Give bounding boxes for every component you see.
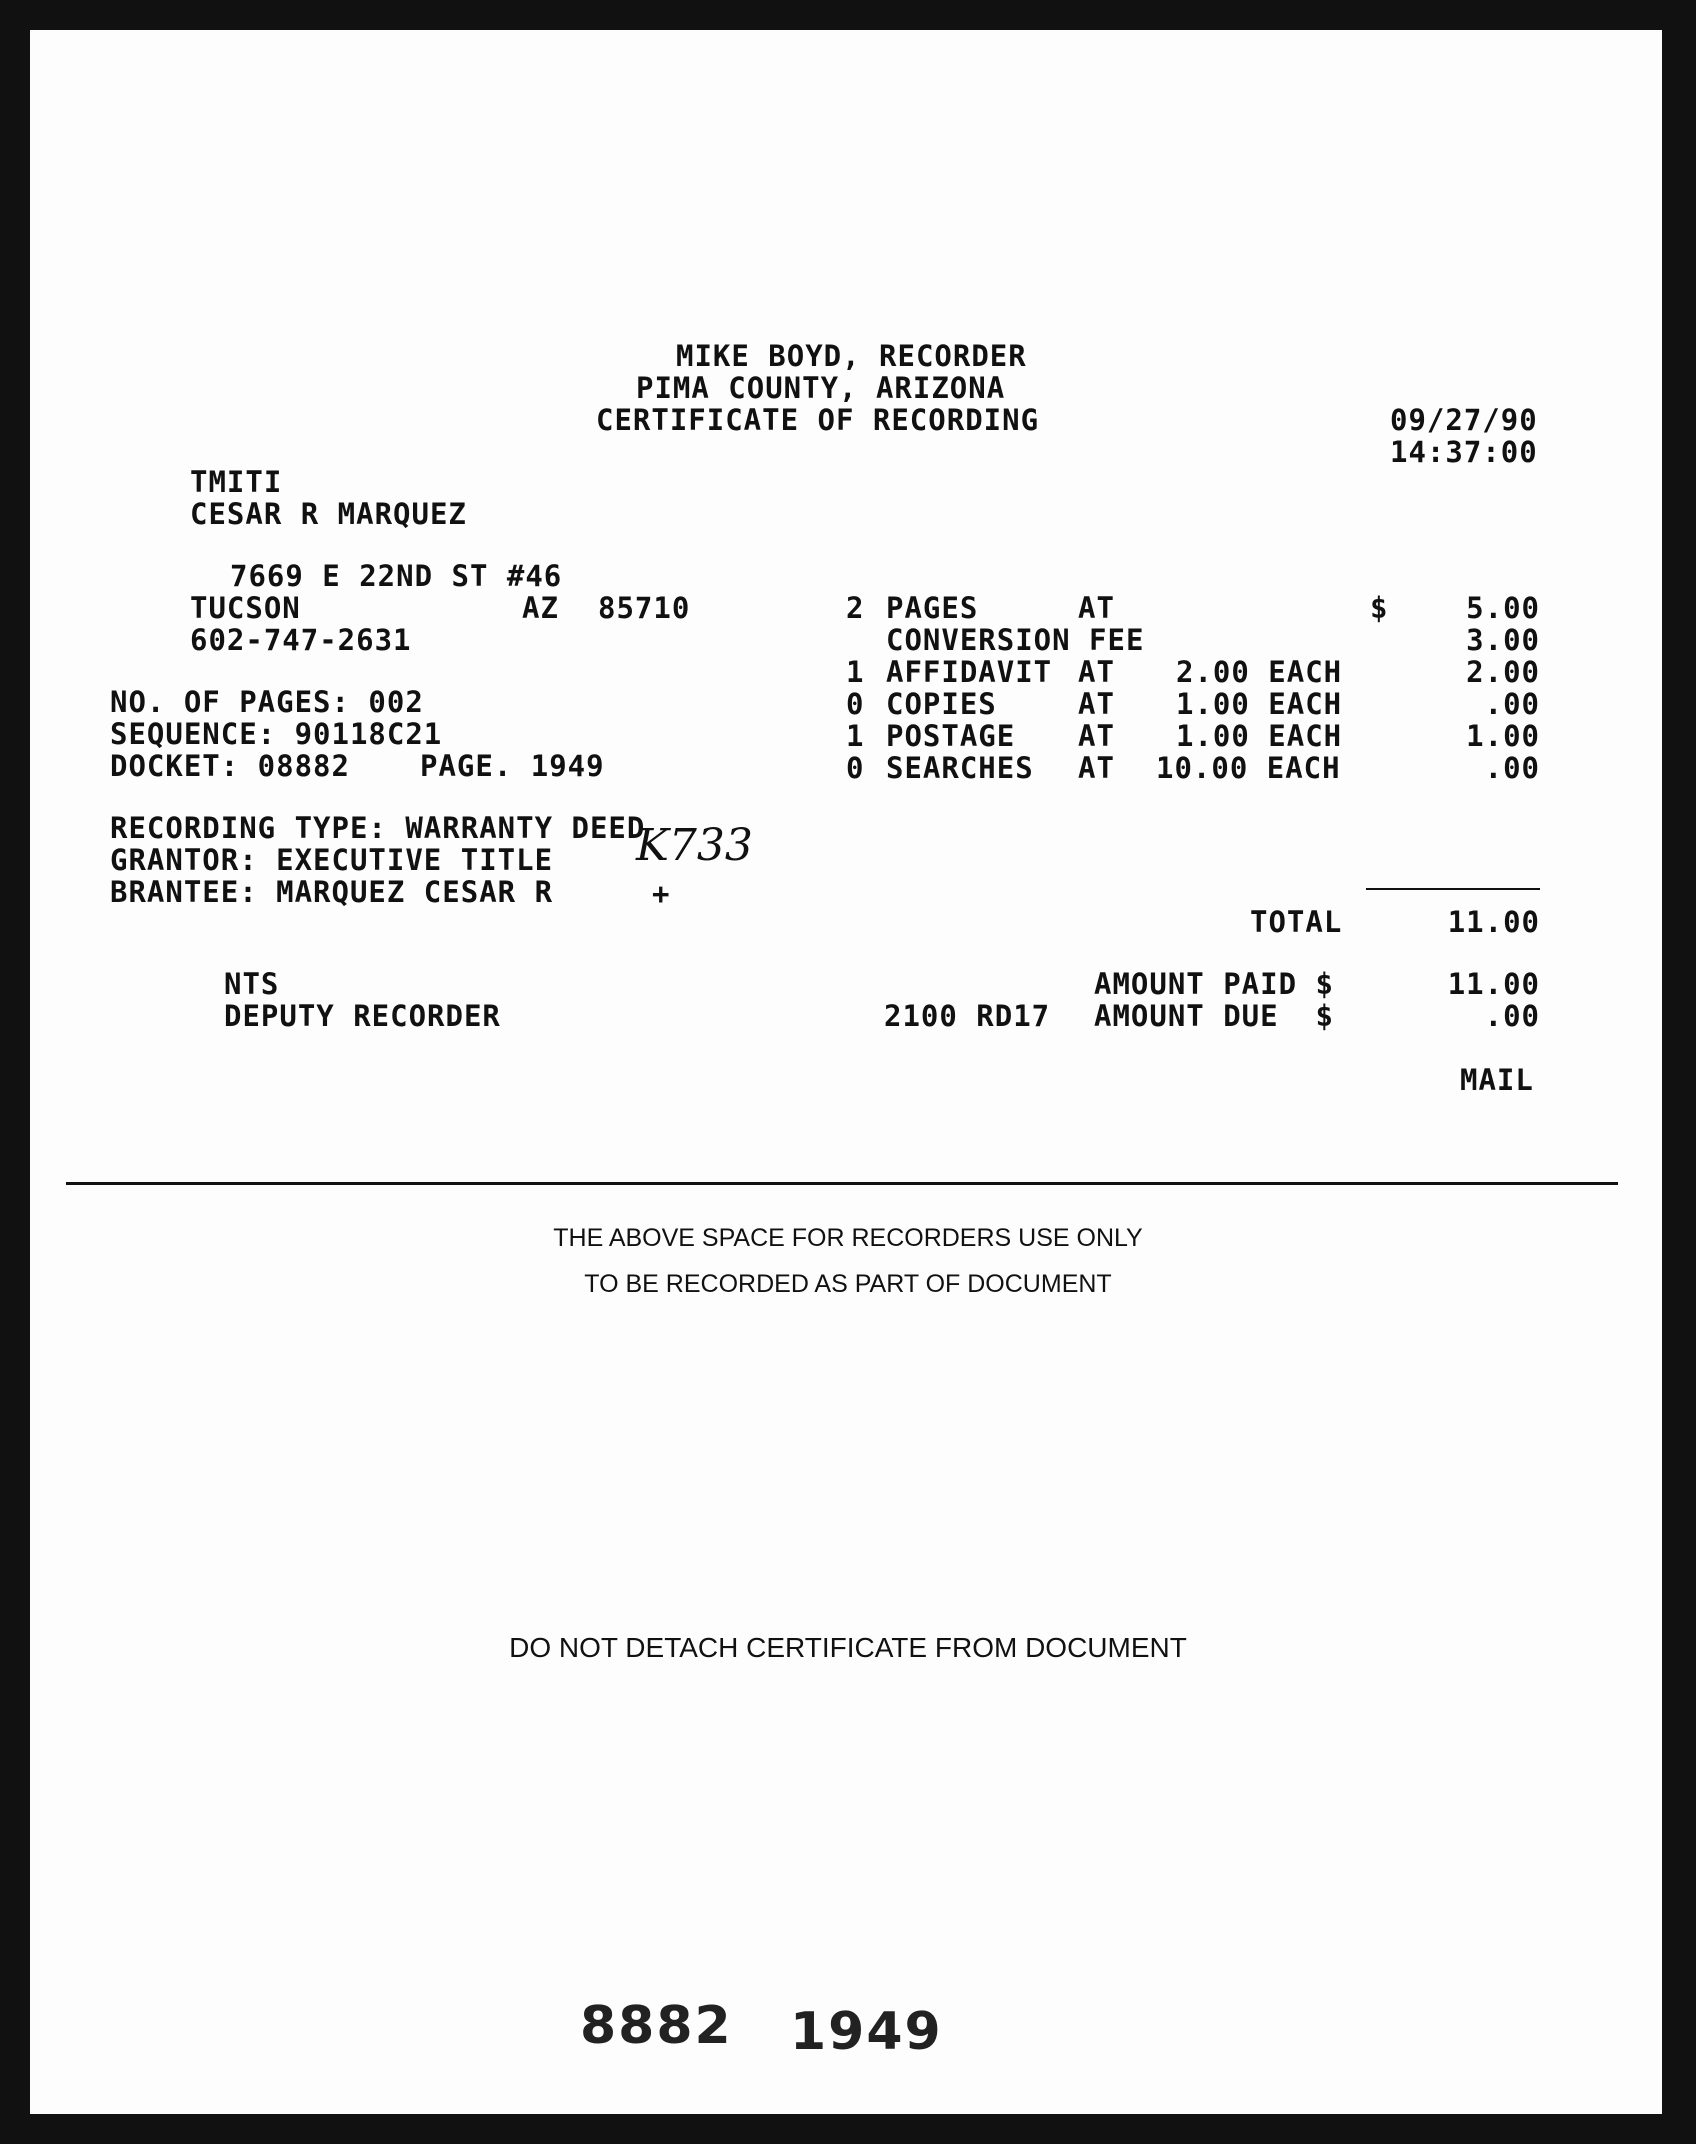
clerk-initials: NTS	[224, 967, 280, 1001]
docket-number: DOCKET: 08882	[110, 749, 350, 783]
fee-amount: .00	[1484, 751, 1540, 785]
fee-amount: .00	[1484, 687, 1540, 721]
fee-at: AT	[1078, 655, 1115, 689]
recorder-space-divider	[66, 1182, 1618, 1185]
fee-amount: 3.00	[1466, 623, 1540, 657]
amount-due-label: AMOUNT DUE $	[1094, 999, 1334, 1033]
fee-rate: 10.00 EACH	[1156, 751, 1341, 785]
fee-quantity: 0	[846, 687, 865, 721]
fee-rate: 2.00 EACH	[1176, 655, 1343, 689]
fee-item: POSTAGE	[886, 719, 1016, 753]
fee-item: PAGES	[886, 591, 979, 625]
sequence-number: SEQUENCE: 90118C21	[110, 717, 443, 751]
grantor: GRANTOR: EXECUTIVE TITLE	[110, 843, 554, 877]
grantee: BRANTEE: MARQUEZ CESAR R	[110, 875, 554, 909]
fee-quantity: 2	[846, 591, 865, 625]
addressee-name: CESAR R MARQUEZ	[190, 497, 467, 531]
addressee-phone: 602-747-2631	[190, 623, 412, 657]
addressee-city: TUCSON	[190, 591, 301, 625]
recorder-name: MIKE BOYD, RECORDER	[676, 339, 1027, 373]
fee-amount: 5.00	[1466, 591, 1540, 625]
do-not-detach-notice: DO NOT DETACH CERTIFICATE FROM DOCUMENT	[509, 1632, 1187, 1663]
footer-page-stamp: 1949	[790, 2002, 943, 2062]
total-amount: 11.00	[1447, 905, 1540, 939]
addressee-code: TMITI	[190, 465, 283, 499]
fee-at: AT	[1078, 591, 1115, 625]
handwritten-annotation: K733	[636, 820, 753, 871]
addressee-state: AZ	[522, 591, 559, 625]
recorder-use-notice: THE ABOVE SPACE FOR RECORDERS USE ONLY	[553, 1224, 1143, 1252]
certificate-title: CERTIFICATE OF RECORDING	[596, 403, 1040, 437]
fee-item: COPIES	[886, 687, 997, 721]
number-of-pages: NO. OF PAGES: 002	[110, 685, 424, 719]
fee-quantity: 1	[846, 655, 865, 689]
footer-docket-stamp: 8882	[580, 1996, 733, 2056]
recording-type: RECORDING TYPE: WARRANTY DEED	[110, 811, 646, 845]
plus-mark: +	[652, 877, 671, 911]
total-label: TOTAL	[1250, 905, 1343, 939]
recording-date: 09/27/90	[1390, 403, 1538, 437]
fee-rate: 1.00 EACH	[1176, 719, 1343, 753]
fee-at: AT	[1078, 719, 1115, 753]
fee-item: CONVERSION FEE	[886, 623, 1145, 657]
amount-paid-label: AMOUNT PAID $	[1094, 967, 1334, 1001]
addressee-zip: 85710	[598, 591, 691, 625]
delivery-method: MAIL	[1460, 1063, 1534, 1097]
fee-amount: 2.00	[1466, 655, 1540, 689]
amount-due: .00	[1484, 999, 1540, 1033]
fee-rate: 1.00 EACH	[1176, 687, 1343, 721]
total-rule	[1366, 888, 1540, 890]
docket-page: PAGE. 1949	[420, 749, 605, 783]
fee-quantity: 0	[846, 751, 865, 785]
fee-quantity: 1	[846, 719, 865, 753]
amount-paid: 11.00	[1447, 967, 1540, 1001]
record-as-part-notice: TO BE RECORDED AS PART OF DOCUMENT	[584, 1270, 1112, 1298]
county-state: PIMA COUNTY, ARIZONA	[636, 371, 1006, 405]
fee-item: AFFIDAVIT	[886, 655, 1053, 689]
recording-time: 14:37:00	[1390, 435, 1538, 469]
fee-at: AT	[1078, 687, 1115, 721]
fee-amount: 1.00	[1466, 719, 1540, 753]
station-code: 2100 RD17	[884, 999, 1051, 1033]
clerk-title: DEPUTY RECORDER	[224, 999, 501, 1033]
fee-at: AT	[1078, 751, 1115, 785]
addressee-street: 7669 E 22ND ST #46	[230, 559, 563, 593]
fee-currency: $	[1370, 591, 1389, 625]
fee-item: SEARCHES	[886, 751, 1034, 785]
